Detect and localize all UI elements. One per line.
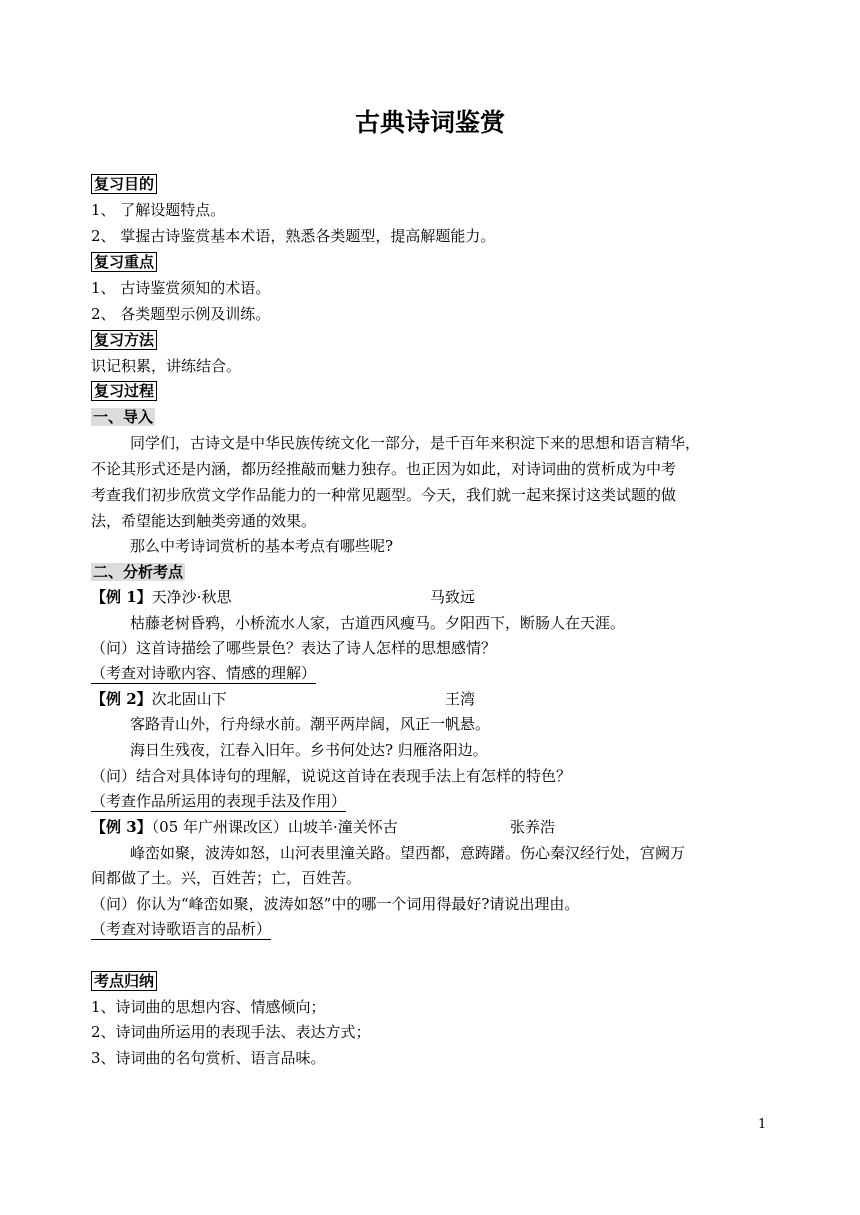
focus-item: 2、 各类题型示例及训练。 <box>91 305 271 323</box>
exam-note: （考查作品所运用的表现手法及作用） <box>91 792 347 810</box>
intro-question: 那么中考诗词赏析的基本考点有哪些呢? <box>130 537 394 555</box>
intro-paragraph: 同学们，古诗文是中华民族传统文化一部分，是千百年来积淀下来的思想和语言精华， <box>130 434 701 452</box>
poem-line: 间都做了土。兴，百姓苦；亡，百姓苦。 <box>91 869 362 887</box>
poem-line: 枯藤老树昏鸦，小桥流水人家，古道西风瘦马。夕阳西下，断肠人在天涯。 <box>130 614 626 632</box>
intro-paragraph: 考查我们初步欣赏文学作品能力的一种常见题型。今天，我们就一起来探讨这类试题的做 <box>91 486 677 504</box>
page-number: 1 <box>758 1117 767 1132</box>
heading-intro: 一、导入 <box>93 408 154 426</box>
example-3-header: 【例 3】（05 年广州课改区）山坡羊·潼关怀古 <box>91 818 398 836</box>
example-1-header: 【例 1】天净沙·秋思 <box>91 588 232 606</box>
heading-analysis: 二、分析考点 <box>93 563 184 581</box>
focus-item: 1、 古诗鉴赏须知的术语。 <box>91 279 271 297</box>
goal-item: 1、 了解设题特点。 <box>91 201 226 219</box>
method-item: 识记积累，讲练结合。 <box>91 357 242 375</box>
poem-author: 马致远 <box>430 588 476 606</box>
poem-author: 张养浩 <box>510 818 556 836</box>
question: （问）这首诗描绘了哪些景色？表达了诗人怎样的思想感情？ <box>91 639 497 657</box>
poem-title: （05 年广州课改区）山坡羊·潼关怀古 <box>151 818 398 836</box>
heading-process: 复习过程 <box>91 381 157 401</box>
goal-item: 2、 掌握古诗鉴赏基本术语，熟悉各类题型，提高解题能力。 <box>91 227 496 245</box>
exam-note: （考查对诗歌语言的品析） <box>91 920 272 938</box>
poem-author: 王湾 <box>445 690 476 708</box>
intro-paragraph: 法，希望能达到触类旁通的效果。 <box>91 512 317 530</box>
poem-line: 海日生残夜，江春入旧年。乡书何处达? 归雁洛阳边。 <box>130 741 488 759</box>
question: （问）你认为“峰峦如聚，波涛如怒”中的哪一个词用得最好?请说出理由。 <box>91 895 580 913</box>
example-2-header: 【例 2】次北固山下 <box>91 690 227 708</box>
summary-item: 3、诗词曲的名句赏析、语言品味。 <box>91 1049 326 1067</box>
heading-goal: 复习目的 <box>91 174 157 194</box>
poem-title: 次北固山下 <box>151 690 227 708</box>
heading-method: 复习方法 <box>91 330 157 350</box>
question: （问）结合对具体诗句的理解，说说这首诗在表现手法上有怎样的特色？ <box>91 767 572 785</box>
summary-item: 2、诗词曲所运用的表现手法、表达方式； <box>91 1023 371 1041</box>
intro-paragraph: 不论其形式还是内涵，都历经推敲而魅力独存。也正因为如此，对诗词曲的赏析成为中考 <box>91 460 677 478</box>
exam-note: （考查对诗歌内容、情感的理解） <box>91 664 317 682</box>
heading-summary: 考点归纳 <box>91 971 157 991</box>
page-title: 古典诗词鉴赏 <box>354 108 505 137</box>
poem-line: 客路青山外，行舟绿水前。潮平两岸阔，风正一帆悬。 <box>130 715 491 733</box>
poem-title: 天净沙·秋思 <box>151 588 232 606</box>
summary-item: 1、诗词曲的思想内容、情感倾向； <box>91 998 326 1016</box>
poem-line: 峰峦如聚，波涛如怒，山河表里潼关路。望西都，意踌躇。伤心秦汉经行处，宫阙万 <box>130 844 686 862</box>
heading-focus: 复习重点 <box>91 252 157 272</box>
